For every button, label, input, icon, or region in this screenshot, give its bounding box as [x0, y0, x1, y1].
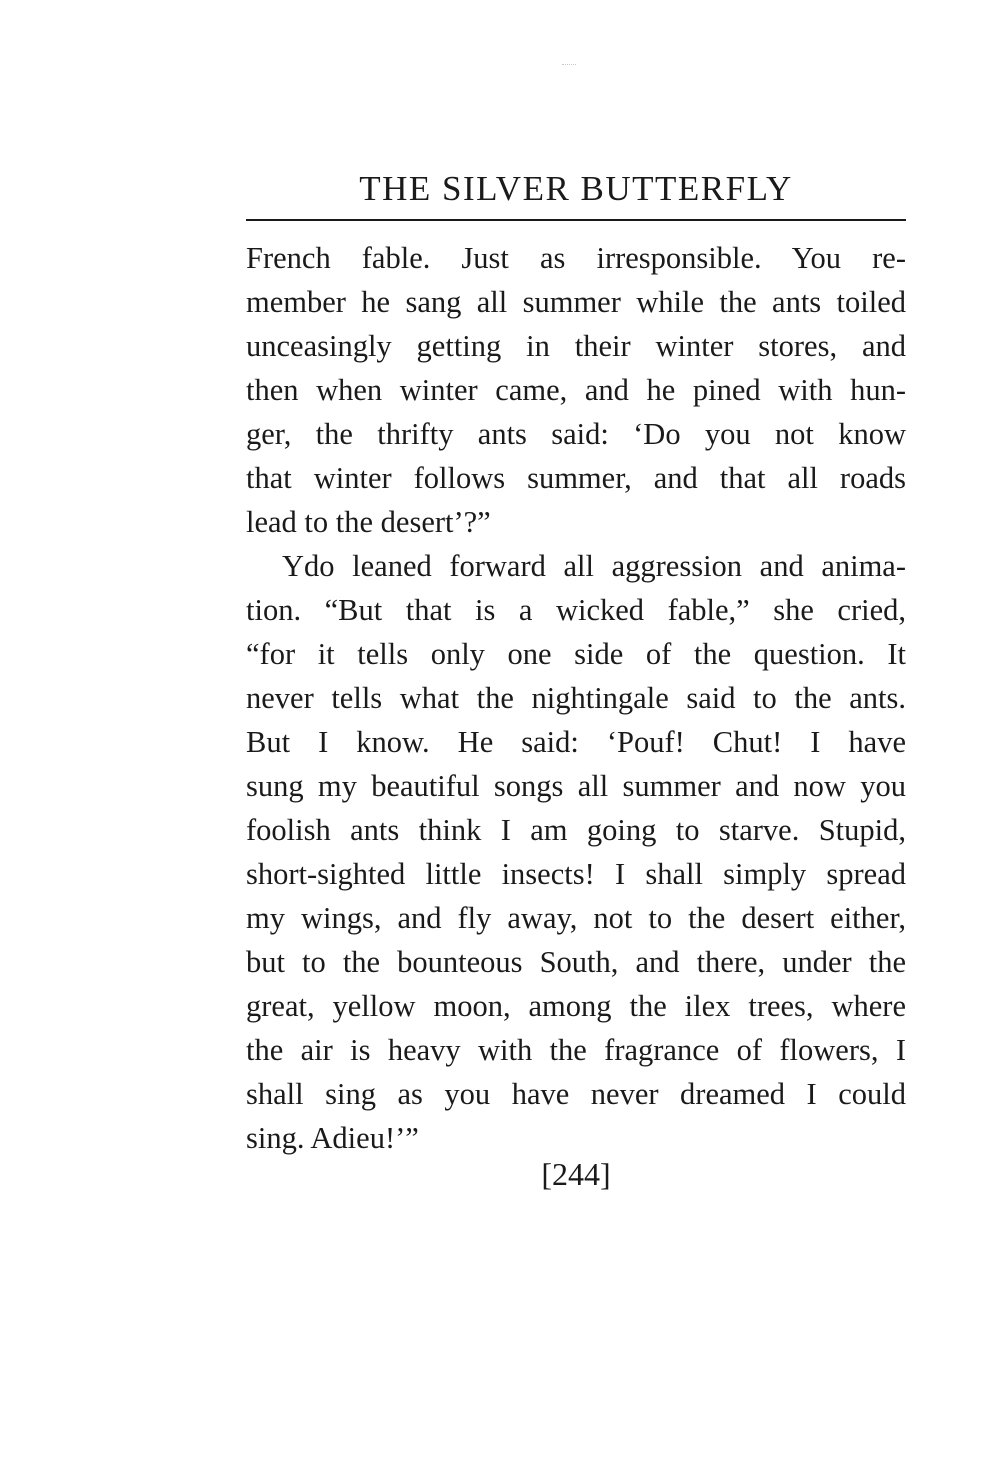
text-line: short-sighted little insects! I shall simply spread: [246, 857, 906, 891]
text-line: the air is heavy with the fragrance of flowers, I: [246, 1033, 906, 1067]
text-line: member he sang all summer while the ants toiled: [246, 285, 906, 319]
text-line: that winter follows summer, and that all roads: [246, 461, 906, 495]
text-line: tion. “But that is a wicked fable,” she cried,: [246, 593, 906, 627]
paragraph-1: [246, 236, 906, 544]
header-rule: [246, 219, 906, 221]
text-line: my wings, and fly away, not to the desert either,: [246, 901, 906, 935]
text-line: sing. Adieu!’”: [246, 1121, 419, 1155]
paragraph-2: [246, 544, 906, 1160]
text-line: unceasingly getting in their winter stores, and: [246, 329, 906, 363]
running-head: THE SILVER BUTTERFLY: [359, 169, 793, 208]
text-line: Ydo leaned forward all aggression and anima-: [282, 549, 906, 583]
text-line: sung my beautiful songs all summer and now you: [246, 769, 906, 803]
text-line: French fable. Just as irresponsible. You re-: [246, 241, 906, 275]
text-line: but to the bounteous South, and there, under the: [246, 945, 906, 979]
text-line: foolish ants think I am going to starve. Stupid,: [246, 813, 906, 847]
text-line: “for it tells only one side of the question. It: [246, 637, 906, 671]
page-number: [244]: [541, 1156, 611, 1192]
text-line: never tells what the nightingale said to the ants.: [246, 681, 906, 715]
paper-speck: [562, 64, 576, 67]
text-line: then when winter came, and he pined with hun-: [246, 373, 906, 407]
text-line: shall sing as you have never dreamed I could: [246, 1077, 906, 1111]
text-line: ger, the thrifty ants said: ‘Do you not know: [246, 417, 906, 451]
body-text: [246, 236, 906, 1160]
text-line: lead to the desert’?”: [246, 505, 491, 539]
text-line: great, yellow moon, among the ilex trees, where: [246, 989, 906, 1023]
text-line: But I know. He said: ‘Pouf! Chut! I have: [246, 725, 906, 759]
